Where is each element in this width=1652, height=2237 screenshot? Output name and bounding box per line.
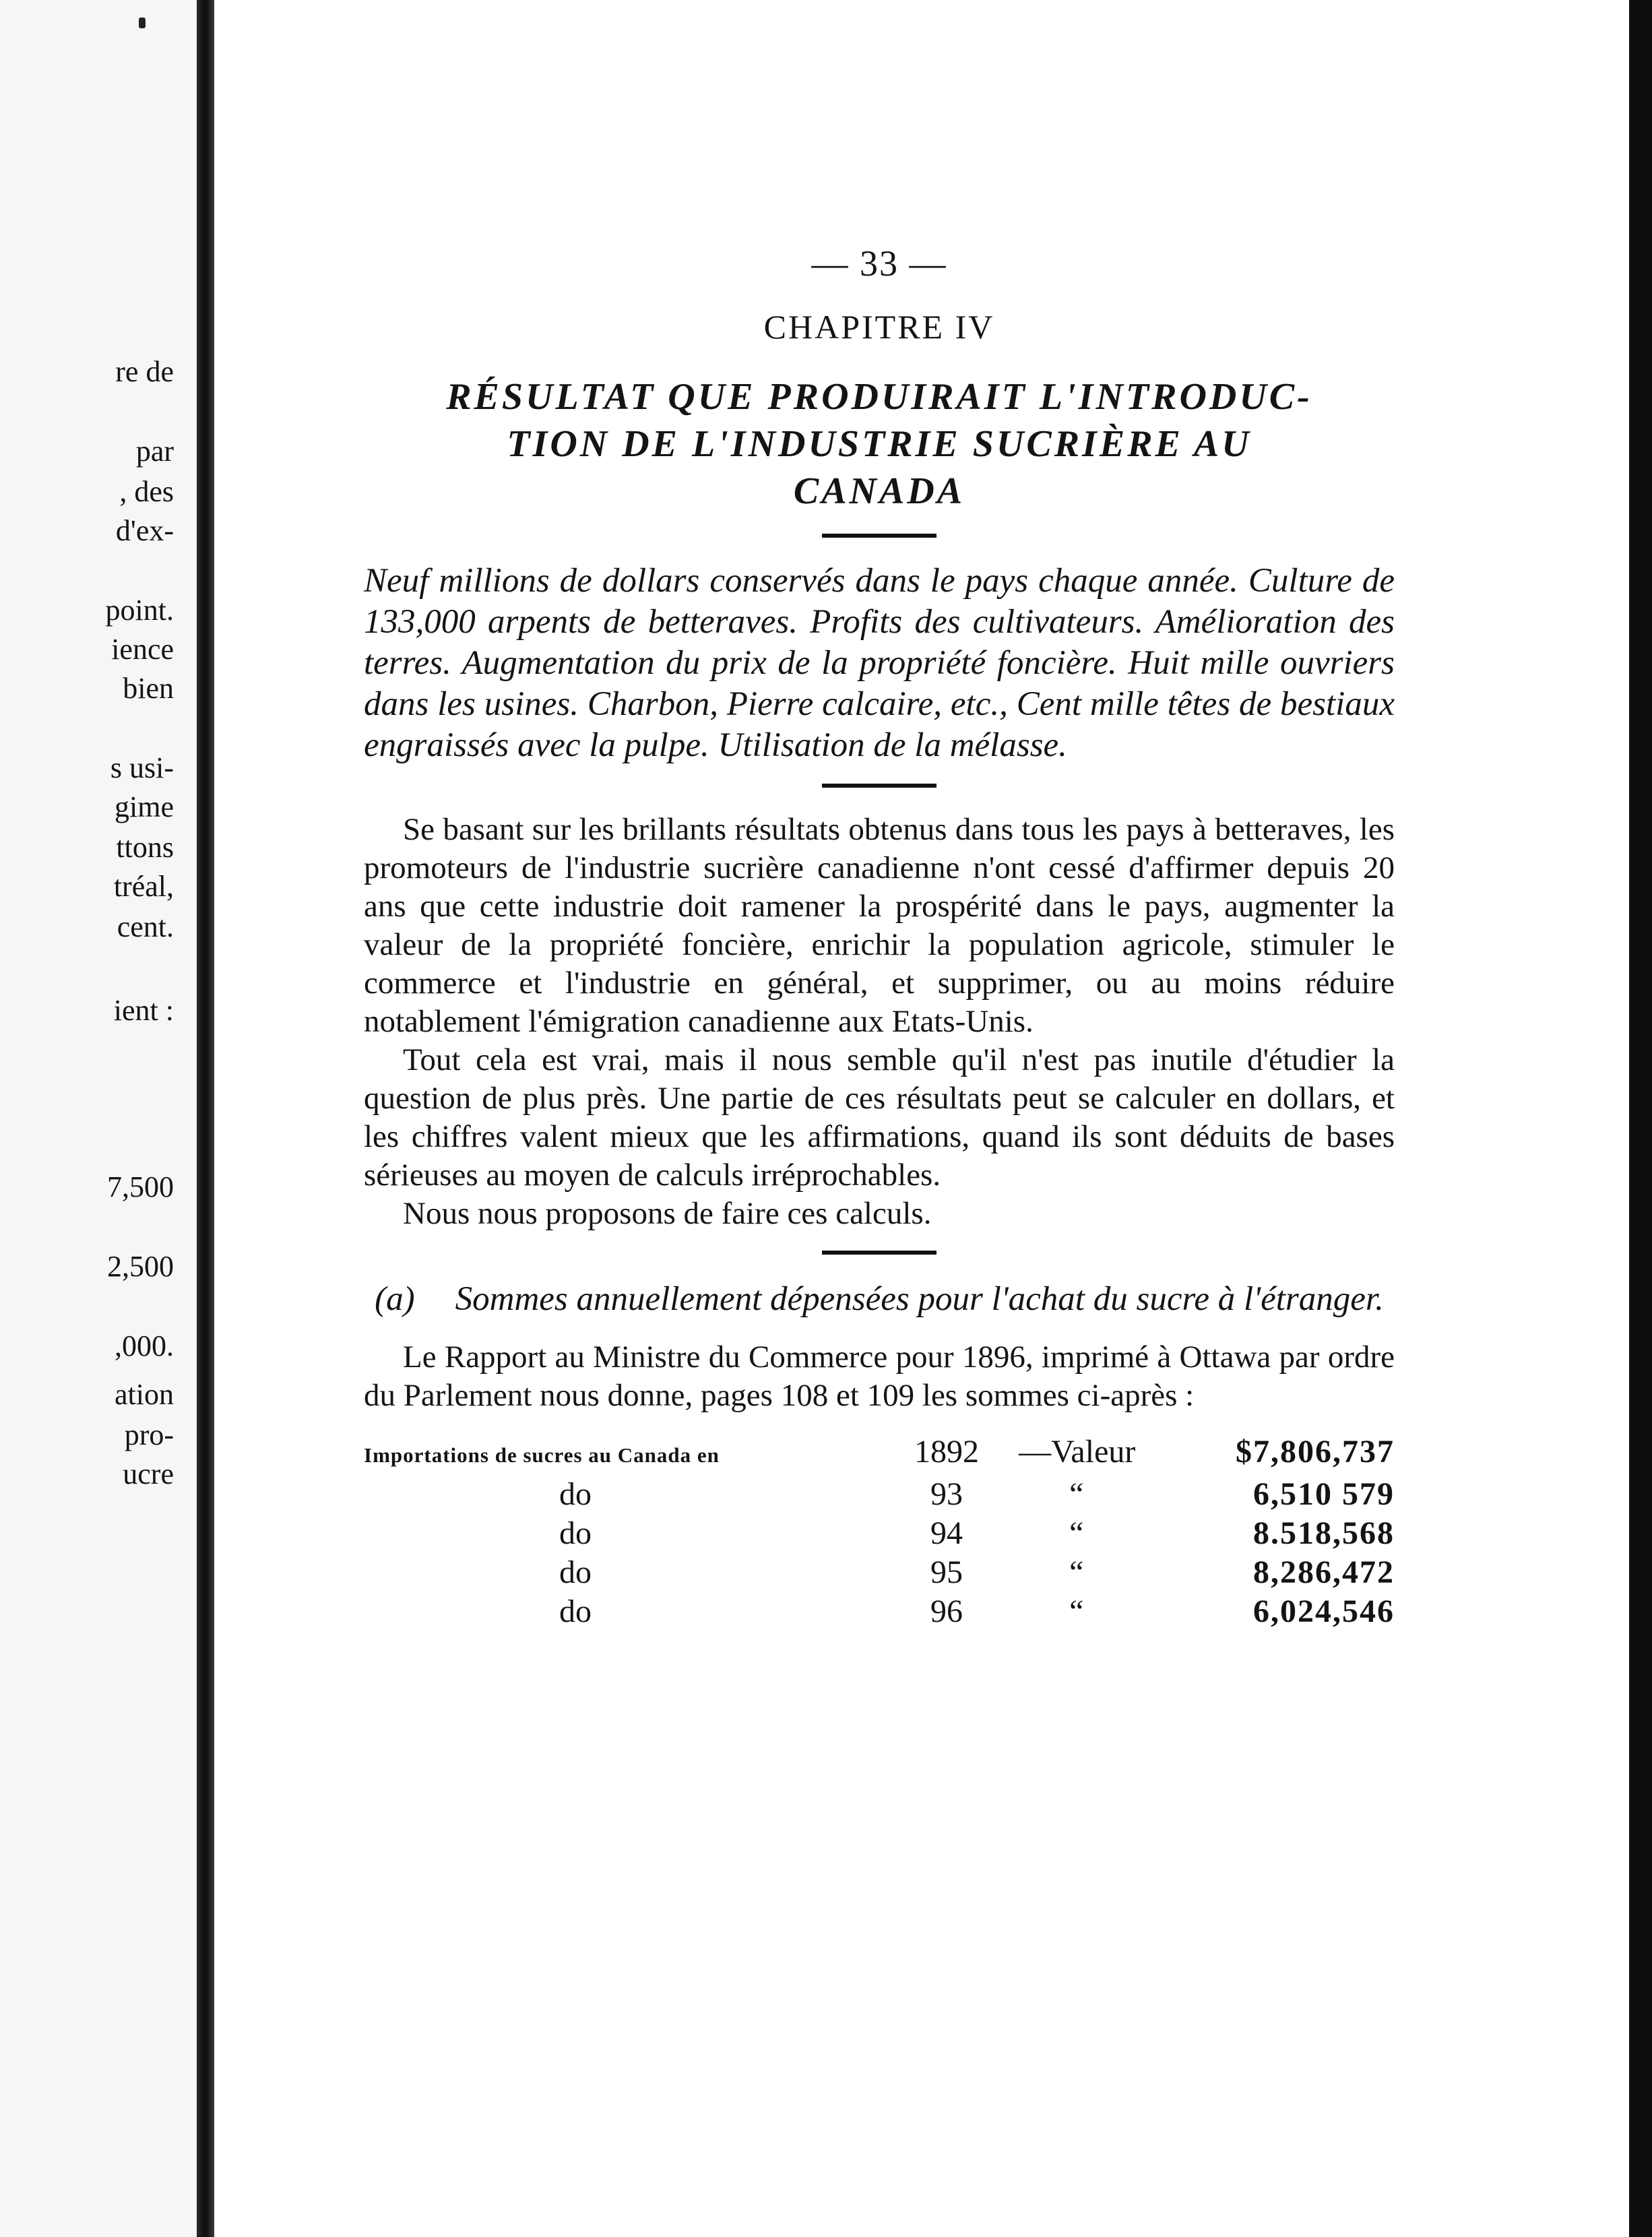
chapter-title [364, 373, 1395, 515]
facing-text-fragment: 7,500 [107, 1170, 174, 1203]
facing-text-fragment: gime [115, 790, 174, 823]
ditto-cell: “ [1069, 1554, 1084, 1590]
imports-table [364, 1432, 1395, 1631]
row-label: do [559, 1476, 592, 1512]
body-paragraph: Tout cela est vrai, mais il nous semble qu'il n'est pas inutile d'étudier la question de plus près. Une partie de ces résultats peut se calculer en dollars, et les chiffres valent mieux que les affirmations, quand ils sont déduits de bases sérieuses au moyen de calculs irréprochables. [364, 1042, 1395, 1193]
facing-text-fragment: s usi- [110, 751, 174, 784]
book-gutter [197, 0, 214, 2237]
table-row [364, 1553, 1395, 1592]
facing-text-fragment: , des [119, 475, 174, 508]
page-number: — 33 — [811, 243, 947, 284]
facing-page [0, 0, 197, 2237]
body-paragraph: Nous nous proposons de faire ces calculs. [403, 1196, 932, 1231]
facing-text-fragment: tréal, [113, 870, 174, 903]
facing-text-fragment: point. [105, 594, 174, 627]
divider-rule [822, 1251, 936, 1255]
value-cell: 8.518,568 [1253, 1515, 1395, 1551]
table-row [364, 1432, 1395, 1475]
ditto-cell: —Valeur [1019, 1434, 1136, 1470]
section-label: (a) [375, 1280, 415, 1318]
facing-text-fragment: re de [115, 355, 174, 388]
row-label: do [559, 1554, 592, 1590]
value-cell: 6,024,546 [1253, 1594, 1395, 1629]
table-row [364, 1475, 1395, 1514]
page-edge [1629, 0, 1652, 2237]
document-page [364, 243, 1395, 1631]
year-cell: 94 [930, 1515, 963, 1551]
year-cell: 93 [930, 1476, 963, 1512]
facing-text-fragment: 2,500 [107, 1250, 174, 1283]
ditto-cell: “ [1069, 1594, 1084, 1629]
chapter-title-line: CANADA [793, 470, 965, 512]
table-row [364, 1514, 1395, 1553]
facing-text-fragment: ,000. [115, 1329, 174, 1362]
facing-text-fragment: ience [111, 633, 174, 666]
chapter-title-line: TION DE L'INDUSTRIE SUCRIÈRE AU [507, 423, 1252, 465]
intro-paragraph: Le Rapport au Ministre du Commerce pour 1896, imprimé à Ottawa par ordre du Parlement nous donne, pages 108 et 109 les sommes ci-après : [364, 1340, 1395, 1413]
value-cell: $7,806,737 [1236, 1434, 1395, 1470]
facing-text-fragment: cent. [117, 910, 174, 943]
body-paragraph: Se basant sur les brillants résultats obtenus dans tous les pays à betteraves, les promoteurs de l'industrie sucrière canadienne n'ont cessé d'affirmer depuis 20 ans que cette industrie doit ramener la prospérité dans le pays, augmenter la valeur de la propriété foncière, enrichir la population agricole, stimuler le commerce et l'industrie en général, et supprimer, ou au moins réduire notablement l'émigration canadienne aux Etats-Unis. [364, 812, 1395, 1039]
year-cell: 95 [930, 1554, 963, 1590]
divider-rule [822, 784, 936, 788]
facing-text-fragment: ucre [123, 1457, 174, 1490]
chapter-title-line: RÉSULTAT QUE PRODUIRAIT L'INTRODUC- [446, 376, 1312, 418]
facing-text-fragment: ient : [113, 994, 174, 1027]
facing-text-fragment: par [135, 435, 174, 468]
facing-text-fragment: ation [115, 1378, 174, 1411]
section-title: Sommes annuellement dépensées pour l'achat du sucre à l'étranger. [455, 1280, 1384, 1318]
ink-spot [139, 18, 146, 28]
facing-text-fragment: pro- [124, 1418, 174, 1451]
facing-text-fragment: ttons [116, 831, 174, 864]
imports-caption: Importations de sucres au Canada en [364, 1443, 720, 1467]
ditto-cell: “ [1069, 1476, 1084, 1512]
facing-text-fragment: d'ex- [115, 514, 174, 547]
value-cell: 6,510 579 [1253, 1476, 1395, 1512]
facing-text-fragment: bien [123, 672, 174, 705]
section-heading [364, 1278, 1395, 1321]
table-row [364, 1592, 1395, 1631]
divider-rule [822, 534, 936, 538]
row-label: do [559, 1594, 592, 1629]
row-label: do [559, 1515, 592, 1551]
chapter-summary: Neuf millions de dollars conservés dans le pays chaque année. Culture de 133,000 arpents de betteraves. Profits des cultivateurs. Amélioration des terres. Augmentation du prix de la propriété foncière. Huit mille ouvriers dans les usines. Charbon, Pierre calcaire, etc., Cent mille têtes de bestiaux engraissés avec la pulpe. Utilisation de la mélasse. [364, 562, 1395, 764]
year-cell: 1892 [914, 1434, 980, 1470]
ditto-cell: “ [1069, 1515, 1084, 1551]
chapter-heading: CHAPITRE IV [763, 308, 995, 346]
value-cell: 8,286,472 [1253, 1554, 1395, 1590]
year-cell: 96 [930, 1594, 963, 1629]
